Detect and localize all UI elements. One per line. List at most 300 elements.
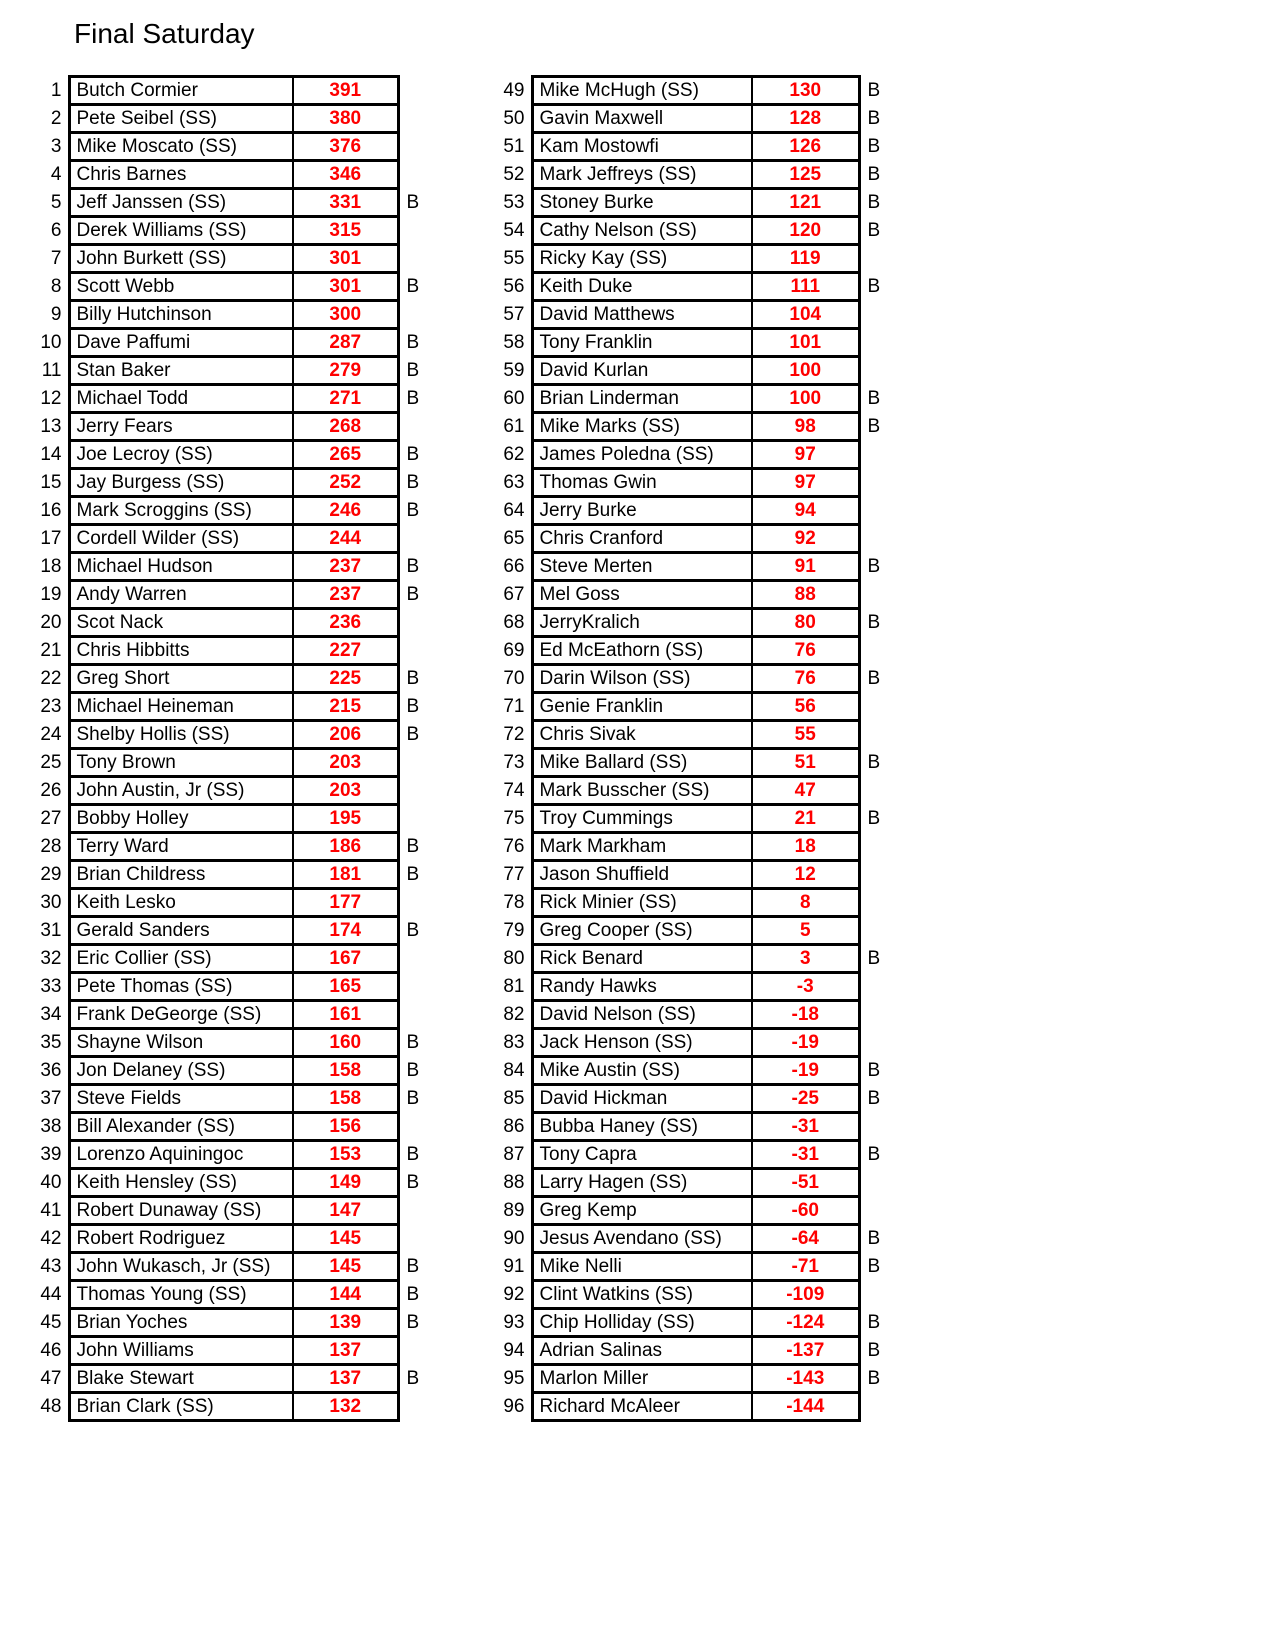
rank-cell: 53 xyxy=(503,191,525,213)
score-cell: 244 xyxy=(293,525,398,553)
table-row xyxy=(492,665,899,693)
bonus-marker-empty xyxy=(859,777,899,805)
player-name-cell: Clint Watkins (SS) xyxy=(532,1281,752,1309)
bonus-marker-empty xyxy=(859,497,899,525)
rank-cell: 34 xyxy=(40,1003,62,1025)
score-cell: -71 xyxy=(752,1253,859,1281)
bonus-marker-empty xyxy=(859,889,899,917)
rank-cell: 35 xyxy=(40,1031,62,1053)
rank-cell: 80 xyxy=(503,947,525,969)
player-name-cell: Stan Baker xyxy=(69,357,293,385)
player-name-cell: Mark Scroggins (SS) xyxy=(69,497,293,525)
table-row xyxy=(29,217,438,245)
player-name-cell: Cordell Wilder (SS) xyxy=(69,525,293,553)
score-cell: 130 xyxy=(752,77,859,105)
bonus-marker-empty xyxy=(398,945,438,973)
player-name-cell: Rick Minier (SS) xyxy=(532,889,752,917)
bonus-marker: B xyxy=(406,191,420,213)
score-cell: 56 xyxy=(752,693,859,721)
table-row xyxy=(492,1169,899,1197)
table-row xyxy=(29,973,438,1001)
player-name-cell: Brian Clark (SS) xyxy=(69,1393,293,1421)
score-cell: 346 xyxy=(293,161,398,189)
table-row xyxy=(29,441,438,469)
player-name-cell: Ricky Kay (SS) xyxy=(532,245,752,273)
player-name-cell: Richard McAleer xyxy=(532,1393,752,1421)
bonus-marker-empty xyxy=(398,637,438,665)
rank-cell: 21 xyxy=(40,639,62,661)
score-cell: 125 xyxy=(752,161,859,189)
score-cell: 132 xyxy=(293,1393,398,1421)
player-name-cell: Genie Franklin xyxy=(532,693,752,721)
rank-cell: 82 xyxy=(503,1003,525,1025)
rank-cell: 94 xyxy=(503,1339,525,1361)
bonus-marker-empty xyxy=(398,525,438,553)
score-cell: 76 xyxy=(752,665,859,693)
score-cell: 391 xyxy=(293,77,398,105)
rank-cell: 9 xyxy=(50,303,62,325)
table-row xyxy=(492,1393,899,1421)
player-name-cell: Greg Short xyxy=(69,665,293,693)
score-cell: 165 xyxy=(293,973,398,1001)
rank-cell: 63 xyxy=(503,471,525,493)
rank-cell: 7 xyxy=(50,247,62,269)
bonus-marker-empty xyxy=(398,133,438,161)
score-cell: 139 xyxy=(293,1309,398,1337)
player-name-cell: Jerry Burke xyxy=(532,497,752,525)
score-cell: 100 xyxy=(752,357,859,385)
bonus-marker: B xyxy=(406,1367,420,1389)
rank-cell: 91 xyxy=(503,1255,525,1277)
player-name-cell: Mike Moscato (SS) xyxy=(69,133,293,161)
table-row xyxy=(29,665,438,693)
player-name-cell: Butch Cormier xyxy=(69,77,293,105)
player-name-cell: Mark Jeffreys (SS) xyxy=(532,161,752,189)
bonus-marker: B xyxy=(867,1367,881,1389)
table-row xyxy=(492,861,899,889)
table-row xyxy=(492,525,899,553)
bonus-marker: B xyxy=(867,191,881,213)
score-cell: 128 xyxy=(752,105,859,133)
rank-cell: 83 xyxy=(503,1031,525,1053)
bonus-marker-empty xyxy=(398,105,438,133)
score-cell: 315 xyxy=(293,217,398,245)
score-cell: 47 xyxy=(752,777,859,805)
table-row xyxy=(492,245,899,273)
bonus-marker: B xyxy=(867,1059,881,1081)
score-cell: -124 xyxy=(752,1309,859,1337)
rank-cell: 68 xyxy=(503,611,525,633)
score-cell: 12 xyxy=(752,861,859,889)
bonus-marker-empty xyxy=(859,861,899,889)
score-cell: 376 xyxy=(293,133,398,161)
rank-cell: 6 xyxy=(50,219,62,241)
table-row xyxy=(29,1085,438,1113)
player-name-cell: Blake Stewart xyxy=(69,1365,293,1393)
player-name-cell: Joe Lecroy (SS) xyxy=(69,441,293,469)
player-name-cell: John Austin, Jr (SS) xyxy=(69,777,293,805)
score-cell: 301 xyxy=(293,245,398,273)
rank-cell: 79 xyxy=(503,919,525,941)
rank-cell: 16 xyxy=(40,499,62,521)
bonus-marker: B xyxy=(406,1143,420,1165)
player-name-cell: Robert Dunaway (SS) xyxy=(69,1197,293,1225)
player-name-cell: Mike Austin (SS) xyxy=(532,1057,752,1085)
rank-cell: 87 xyxy=(503,1143,525,1165)
bonus-marker: B xyxy=(867,107,881,129)
bonus-marker-empty xyxy=(859,693,899,721)
bonus-marker: B xyxy=(406,835,420,857)
rank-cell: 78 xyxy=(503,891,525,913)
rank-cell: 49 xyxy=(503,79,525,101)
player-name-cell: Bobby Holley xyxy=(69,805,293,833)
bonus-marker-empty xyxy=(859,637,899,665)
player-name-cell: Thomas Young (SS) xyxy=(69,1281,293,1309)
score-cell: -19 xyxy=(752,1029,859,1057)
score-cell: -144 xyxy=(752,1393,859,1421)
table-row xyxy=(492,833,899,861)
player-name-cell: Cathy Nelson (SS) xyxy=(532,217,752,245)
score-cell: -31 xyxy=(752,1113,859,1141)
bonus-marker: B xyxy=(867,611,881,633)
table-row xyxy=(492,105,899,133)
score-cell: 101 xyxy=(752,329,859,357)
rank-cell: 55 xyxy=(503,247,525,269)
rank-cell: 74 xyxy=(503,779,525,801)
table-row xyxy=(492,1253,899,1281)
ranking-table-right-body xyxy=(492,77,899,1421)
score-cell: 126 xyxy=(752,133,859,161)
player-name-cell: Shayne Wilson xyxy=(69,1029,293,1057)
bonus-marker-empty xyxy=(398,1337,438,1365)
bonus-marker-empty xyxy=(859,917,899,945)
table-row xyxy=(29,301,438,329)
bonus-marker-empty xyxy=(398,1393,438,1421)
player-name-cell: Jack Henson (SS) xyxy=(532,1029,752,1057)
bonus-marker-empty xyxy=(859,1393,899,1421)
score-cell: -60 xyxy=(752,1197,859,1225)
player-name-cell: Chris Sivak xyxy=(532,721,752,749)
rank-cell: 90 xyxy=(503,1227,525,1249)
bonus-marker: B xyxy=(406,275,420,297)
player-name-cell: Troy Cummings xyxy=(532,805,752,833)
table-row xyxy=(492,1001,899,1029)
player-name-cell: Randy Hawks xyxy=(532,973,752,1001)
score-cell: 174 xyxy=(293,917,398,945)
bonus-marker: B xyxy=(867,807,881,829)
score-cell: 156 xyxy=(293,1113,398,1141)
table-row xyxy=(29,777,438,805)
player-name-cell: Michael Hudson xyxy=(69,553,293,581)
score-cell: 279 xyxy=(293,357,398,385)
score-cell: 145 xyxy=(293,1253,398,1281)
player-name-cell: John Burkett (SS) xyxy=(69,245,293,273)
table-row xyxy=(29,105,438,133)
player-name-cell: Chip Holliday (SS) xyxy=(532,1309,752,1337)
rank-cell: 40 xyxy=(40,1171,62,1193)
player-name-cell: Darin Wilson (SS) xyxy=(532,665,752,693)
player-name-cell: Jason Shuffield xyxy=(532,861,752,889)
bonus-marker: B xyxy=(867,163,881,185)
rank-cell: 1 xyxy=(50,79,62,101)
table-row xyxy=(29,833,438,861)
table-row xyxy=(492,1225,899,1253)
player-name-cell: Tony Franklin xyxy=(532,329,752,357)
rank-cell: 30 xyxy=(40,891,62,913)
bonus-marker: B xyxy=(406,471,420,493)
score-cell: 301 xyxy=(293,273,398,301)
bonus-marker-empty xyxy=(398,973,438,1001)
table-row xyxy=(29,1197,438,1225)
player-name-cell: Jesus Avendano (SS) xyxy=(532,1225,752,1253)
bonus-marker: B xyxy=(867,1255,881,1277)
table-row xyxy=(492,945,899,973)
table-row xyxy=(29,161,438,189)
table-row xyxy=(492,133,899,161)
player-name-cell: Tony Brown xyxy=(69,749,293,777)
player-name-cell: Scot Nack xyxy=(69,609,293,637)
score-cell: 91 xyxy=(752,553,859,581)
bonus-marker-empty xyxy=(398,609,438,637)
bonus-marker-empty xyxy=(398,1197,438,1225)
score-cell: -51 xyxy=(752,1169,859,1197)
table-row xyxy=(29,273,438,301)
score-cell: -25 xyxy=(752,1085,859,1113)
rank-cell: 70 xyxy=(503,667,525,689)
rank-cell: 81 xyxy=(503,975,525,997)
score-cell: -143 xyxy=(752,1365,859,1393)
rank-cell: 19 xyxy=(40,583,62,605)
table-row xyxy=(29,553,438,581)
score-cell: 121 xyxy=(752,189,859,217)
table-row xyxy=(29,749,438,777)
score-cell: 331 xyxy=(293,189,398,217)
bonus-marker: B xyxy=(867,387,881,409)
player-name-cell: Robert Rodriguez xyxy=(69,1225,293,1253)
score-cell: -109 xyxy=(752,1281,859,1309)
table-row xyxy=(29,917,438,945)
rank-cell: 76 xyxy=(503,835,525,857)
table-row xyxy=(29,861,438,889)
player-name-cell: Derek Williams (SS) xyxy=(69,217,293,245)
player-name-cell: Thomas Gwin xyxy=(532,469,752,497)
bonus-marker: B xyxy=(406,1311,420,1333)
rank-cell: 61 xyxy=(503,415,525,437)
player-name-cell: Mel Goss xyxy=(532,581,752,609)
score-cell: 88 xyxy=(752,581,859,609)
rank-cell: 65 xyxy=(503,527,525,549)
bonus-marker-empty xyxy=(859,1113,899,1141)
rank-cell: 15 xyxy=(40,471,62,493)
rank-cell: 62 xyxy=(503,443,525,465)
player-name-cell: Billy Hutchinson xyxy=(69,301,293,329)
rank-cell: 2 xyxy=(50,107,62,129)
rank-cell: 29 xyxy=(40,863,62,885)
table-row xyxy=(29,1029,438,1057)
rank-cell: 88 xyxy=(503,1171,525,1193)
player-name-cell: David Nelson (SS) xyxy=(532,1001,752,1029)
table-row xyxy=(29,945,438,973)
table-row xyxy=(492,777,899,805)
bonus-marker-empty xyxy=(398,77,438,105)
table-row xyxy=(29,1001,438,1029)
table-row xyxy=(492,357,899,385)
rank-cell: 12 xyxy=(40,387,62,409)
player-name-cell: Gavin Maxwell xyxy=(532,105,752,133)
table-row xyxy=(492,189,899,217)
bonus-marker: B xyxy=(406,1171,420,1193)
bonus-marker-empty xyxy=(398,301,438,329)
table-row xyxy=(492,441,899,469)
bonus-marker: B xyxy=(406,555,420,577)
score-cell: 215 xyxy=(293,693,398,721)
score-cell: 158 xyxy=(293,1085,398,1113)
table-row xyxy=(492,497,899,525)
score-cell: -19 xyxy=(752,1057,859,1085)
rank-cell: 56 xyxy=(503,275,525,297)
table-row xyxy=(492,385,899,413)
score-cell: 181 xyxy=(293,861,398,889)
player-name-cell: Keith Hensley (SS) xyxy=(69,1169,293,1197)
score-cell: 265 xyxy=(293,441,398,469)
score-cell: 252 xyxy=(293,469,398,497)
score-cell: 137 xyxy=(293,1337,398,1365)
bonus-marker: B xyxy=(867,751,881,773)
bonus-marker-empty xyxy=(398,1001,438,1029)
rank-cell: 57 xyxy=(503,303,525,325)
table-row xyxy=(492,217,899,245)
table-row xyxy=(492,329,899,357)
table-row xyxy=(29,1141,438,1169)
table-row xyxy=(29,1225,438,1253)
player-name-cell: Terry Ward xyxy=(69,833,293,861)
player-name-cell: Mike McHugh (SS) xyxy=(532,77,752,105)
player-name-cell: Stoney Burke xyxy=(532,189,752,217)
player-name-cell: Lorenzo Aquiningoc xyxy=(69,1141,293,1169)
bonus-marker-empty xyxy=(398,413,438,441)
rank-cell: 92 xyxy=(503,1283,525,1305)
bonus-marker: B xyxy=(867,135,881,157)
score-cell: 268 xyxy=(293,413,398,441)
bonus-marker: B xyxy=(406,667,420,689)
score-cell: 137 xyxy=(293,1365,398,1393)
table-row xyxy=(492,1057,899,1085)
rank-cell: 37 xyxy=(40,1087,62,1109)
rank-cell: 3 xyxy=(50,135,62,157)
score-cell: 98 xyxy=(752,413,859,441)
table-row xyxy=(492,77,899,105)
score-cell: 206 xyxy=(293,721,398,749)
table-row xyxy=(29,469,438,497)
rank-cell: 28 xyxy=(40,835,62,857)
bonus-marker: B xyxy=(406,723,420,745)
rank-cell: 54 xyxy=(503,219,525,241)
table-row xyxy=(492,721,899,749)
bonus-marker-empty xyxy=(859,245,899,273)
player-name-cell: Kam Mostowfi xyxy=(532,133,752,161)
player-name-cell: John Wukasch, Jr (SS) xyxy=(69,1253,293,1281)
table-row xyxy=(492,917,899,945)
bonus-marker-empty xyxy=(398,245,438,273)
score-cell: 271 xyxy=(293,385,398,413)
score-cell: 380 xyxy=(293,105,398,133)
table-row xyxy=(492,749,899,777)
player-name-cell: Mike Marks (SS) xyxy=(532,413,752,441)
rank-cell: 50 xyxy=(503,107,525,129)
table-row xyxy=(492,1113,899,1141)
rank-cell: 47 xyxy=(40,1367,62,1389)
table-row xyxy=(29,693,438,721)
score-cell: 287 xyxy=(293,329,398,357)
table-row xyxy=(29,1309,438,1337)
bonus-marker: B xyxy=(867,275,881,297)
bonus-marker: B xyxy=(406,1059,420,1081)
rank-cell: 11 xyxy=(41,359,62,381)
player-name-cell: Greg Kemp xyxy=(532,1197,752,1225)
table-row xyxy=(492,1085,899,1113)
score-cell: 97 xyxy=(752,469,859,497)
score-cell: 177 xyxy=(293,889,398,917)
bonus-marker: B xyxy=(867,667,881,689)
bonus-marker: B xyxy=(406,1031,420,1053)
player-name-cell: Shelby Hollis (SS) xyxy=(69,721,293,749)
score-cell: 300 xyxy=(293,301,398,329)
player-name-cell: Michael Heineman xyxy=(69,693,293,721)
score-cell: 119 xyxy=(752,245,859,273)
rank-cell: 89 xyxy=(503,1199,525,1221)
rank-cell: 95 xyxy=(503,1367,525,1389)
score-cell: -64 xyxy=(752,1225,859,1253)
player-name-cell: Bill Alexander (SS) xyxy=(69,1113,293,1141)
score-cell: 104 xyxy=(752,301,859,329)
rank-cell: 22 xyxy=(40,667,62,689)
bonus-marker-empty xyxy=(859,1169,899,1197)
player-name-cell: Chris Barnes xyxy=(69,161,293,189)
rank-cell: 33 xyxy=(40,975,62,997)
score-cell: 203 xyxy=(293,777,398,805)
rank-cell: 66 xyxy=(503,555,525,577)
player-name-cell: Jay Burgess (SS) xyxy=(69,469,293,497)
rank-cell: 36 xyxy=(40,1059,62,1081)
player-name-cell: Mark Markham xyxy=(532,833,752,861)
rank-cell: 8 xyxy=(50,275,62,297)
rank-cell: 64 xyxy=(503,499,525,521)
rank-cell: 17 xyxy=(40,527,62,549)
rank-cell: 77 xyxy=(503,863,525,885)
bonus-marker-empty xyxy=(859,1001,899,1029)
bonus-marker: B xyxy=(867,1339,881,1361)
player-name-cell: Adrian Salinas xyxy=(532,1337,752,1365)
bonus-marker-empty xyxy=(859,441,899,469)
player-name-cell: Keith Lesko xyxy=(69,889,293,917)
score-cell: 195 xyxy=(293,805,398,833)
table-row xyxy=(29,329,438,357)
player-name-cell: Mark Busscher (SS) xyxy=(532,777,752,805)
table-row xyxy=(492,469,899,497)
score-cell: 111 xyxy=(752,273,859,301)
table-row xyxy=(29,1365,438,1393)
score-cell: -3 xyxy=(752,973,859,1001)
rank-cell: 59 xyxy=(503,359,525,381)
rank-cell: 41 xyxy=(40,1199,62,1221)
bonus-marker-empty xyxy=(859,833,899,861)
bonus-marker-empty xyxy=(859,525,899,553)
player-name-cell: Frank DeGeorge (SS) xyxy=(69,1001,293,1029)
rank-cell: 75 xyxy=(503,807,525,829)
player-name-cell: Ed McEathorn (SS) xyxy=(532,637,752,665)
score-cell: 237 xyxy=(293,553,398,581)
rank-cell: 32 xyxy=(40,947,62,969)
